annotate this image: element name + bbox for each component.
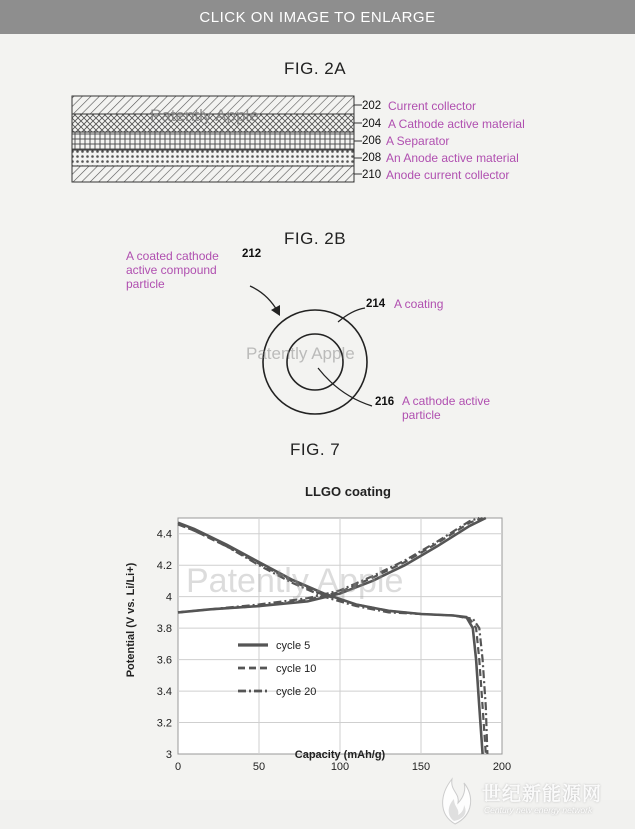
x-tick-label: 100 bbox=[330, 761, 350, 773]
figure-image[interactable] bbox=[0, 34, 635, 815]
y-axis-label: Potential (V vs. Li/Li+) bbox=[125, 562, 137, 678]
core-label-line1: A cathode active bbox=[402, 394, 491, 408]
coating-number: 214 bbox=[366, 298, 386, 310]
x-tick-label: 50 bbox=[252, 761, 266, 773]
layer-206-label: A Separator bbox=[386, 134, 450, 148]
fig2b-title: FIG. 2B bbox=[284, 229, 347, 248]
layer-210-number: 210 bbox=[362, 169, 382, 181]
logo-english-text: Century new energy network bbox=[484, 805, 593, 815]
y-tick-label: 3.4 bbox=[156, 686, 172, 699]
layer-202-label: Current collector bbox=[388, 99, 477, 113]
century-energy-logo bbox=[430, 769, 630, 829]
watermark-fig7: Patently Apple bbox=[186, 562, 404, 600]
layer-210-anode-collector bbox=[72, 166, 354, 182]
y-tick-label: 3 bbox=[165, 749, 172, 761]
coating-label: A coating bbox=[394, 297, 444, 311]
x-axis-label: Capacity (mAh/g) bbox=[294, 749, 386, 761]
legend-label-cycle-20: cycle 20 bbox=[276, 686, 317, 698]
fig2a-title: FIG. 2A bbox=[284, 59, 347, 78]
legend-label-cycle-10: cycle 10 bbox=[276, 663, 317, 675]
x-tick-label: 200 bbox=[492, 761, 512, 773]
logo-chinese-text: 世纪新能源网 bbox=[482, 784, 603, 805]
y-tick-label: 3.2 bbox=[156, 717, 172, 730]
layer-206-number: 206 bbox=[362, 135, 382, 147]
particle-label-line1: A coated cathode bbox=[126, 249, 219, 263]
watermark-fig2a: Patently Apple bbox=[150, 106, 259, 125]
x-tick-label: 150 bbox=[411, 761, 431, 773]
layer-206-separator bbox=[72, 132, 354, 150]
y-tick-label: 4.2 bbox=[156, 560, 172, 573]
y-tick-label: 4.4 bbox=[156, 528, 172, 541]
y-tick-label: 4 bbox=[165, 591, 172, 604]
core-label-line2: particle bbox=[402, 408, 441, 422]
layer-204-label: A Cathode active material bbox=[388, 117, 525, 131]
y-tick-label: 3.6 bbox=[156, 654, 172, 667]
particle-label-line2: active compound bbox=[126, 263, 217, 277]
y-tick-label: 3.8 bbox=[156, 623, 172, 636]
fig7-chart bbox=[110, 466, 530, 773]
legend-label-cycle-5: cycle 5 bbox=[276, 640, 311, 652]
layer-202-number: 202 bbox=[362, 100, 382, 112]
core-number: 216 bbox=[375, 396, 395, 408]
layer-208-number: 208 bbox=[362, 152, 382, 164]
x-tick-label: 0 bbox=[174, 761, 182, 773]
particle-label-line3: particle bbox=[126, 277, 165, 291]
fig2a-layer-diagram bbox=[0, 34, 635, 194]
layer-210-label: Anode current collector bbox=[386, 168, 510, 182]
fig7-title: FIG. 7 bbox=[290, 440, 341, 459]
layer-208-anode bbox=[72, 150, 354, 166]
layer-204-number: 204 bbox=[362, 118, 382, 130]
particle-number: 212 bbox=[242, 248, 262, 260]
chart-title: LLGO coating bbox=[305, 484, 391, 499]
flame-logo-icon bbox=[430, 769, 480, 827]
enlarge-banner[interactable]: CLICK ON IMAGE TO ENLARGE bbox=[0, 0, 635, 34]
watermark-fig2b: Patently Apple bbox=[246, 344, 355, 363]
layer-208-label: An Anode active material bbox=[386, 151, 519, 165]
